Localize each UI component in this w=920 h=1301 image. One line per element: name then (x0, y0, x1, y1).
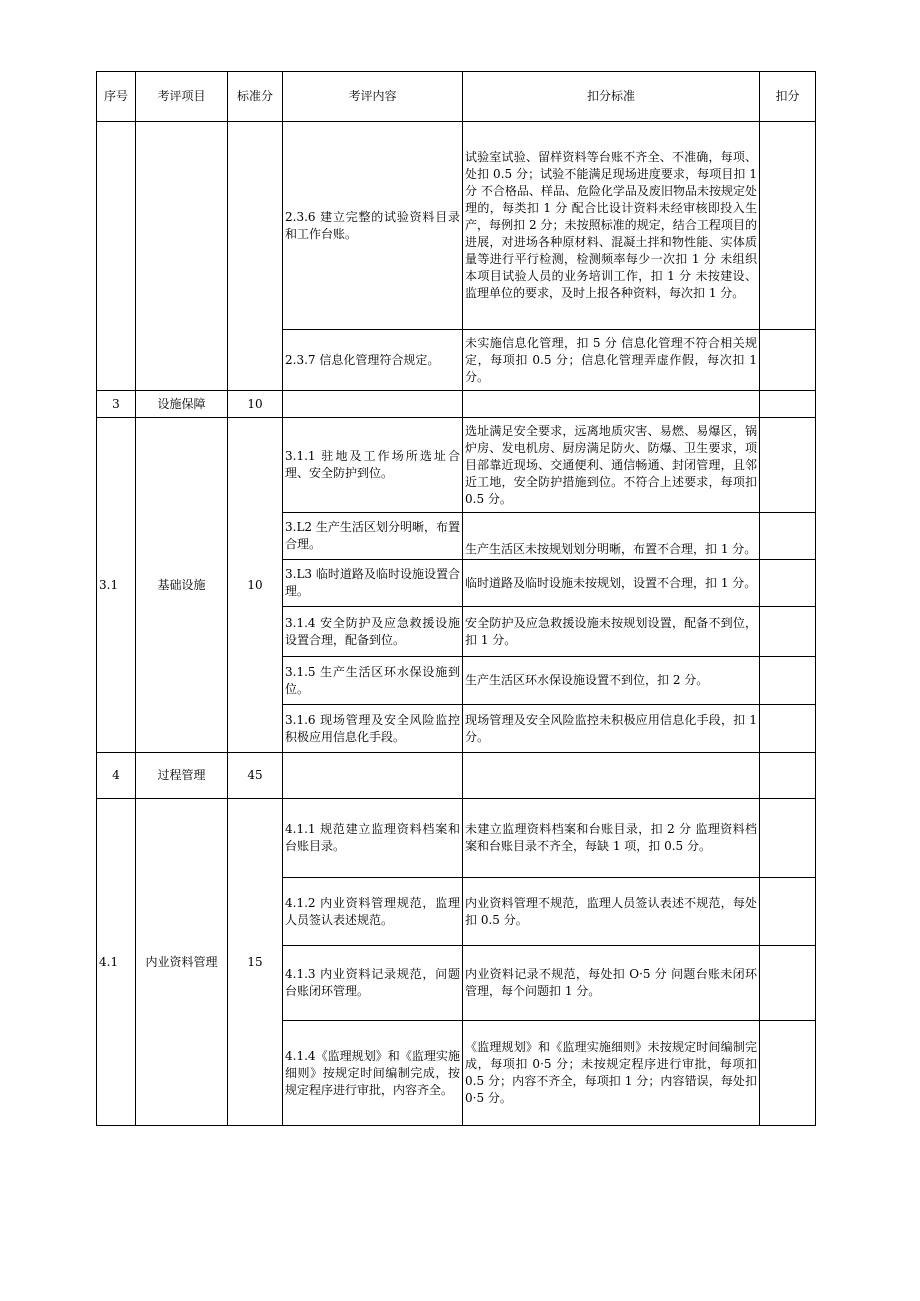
table-header-row (97, 72, 816, 122)
deduct-cell (760, 946, 816, 1021)
content-4-1-3: 4.1.3 内业资料记录规范，问题台账闭环管理。 (283, 946, 463, 1021)
content-3-1-6: 3.1.6 现场管理及安全风险监控积极应用信息化手段。 (283, 705, 463, 753)
sub-seq: 4.1 (97, 799, 136, 1126)
cell-seq (97, 122, 136, 391)
criteria-2-3-6: 试验室试验、留样资料等台账不齐全、不准确，每项、处扣 0.5 分；试验不能满足现场进度要求，每项目扣 1 分 不合格品、样品、危险化学品及废旧物品未按规定处理的，每类扣 1 分 配合比设计资料未经审核即投入生产，每例扣 2 分；未按照标准的规定，结合工程项目的进展，对进场各种原材料、混凝土拌和物性能、实体质量等进行平行检测，检测频率每少一次扣 1 分 未组织本项目试验人员的业务培训工作，扣 1 分 未按建设、监理单位的要求，及时上报各种资料，每次扣 1 分。 (463, 122, 760, 330)
sub-score: 10 (228, 418, 283, 753)
criteria-3-1-1: 选址满足安全要求，远离地质灾害、易燃、易爆区，锅炉房、发电机房、厨房满足防火、防爆、卫生要求，项目部靠近现场、交通便利、通信畅通、封闭管理，且邻近工地，安全防护措施到位。不符合上述要求，每项扣 0.5 分。 (463, 418, 760, 513)
section-seq: 3 (97, 391, 136, 418)
criteria-4-1-2: 内业资料管理不规范，监理人员签认表述不规范，每处扣 0.5 分。 (463, 878, 760, 946)
sub-item: 内业资料管理 (136, 799, 228, 1126)
criteria-2-3-7: 未实施信息化管理，扣 5 分 信息化管理不符合相关规定，每项扣 0.5 分；信息化管理弄虚作假，每次扣 1 分。 (463, 330, 760, 391)
section-score: 10 (228, 391, 283, 418)
deduct-cell (760, 391, 816, 418)
content-3-1-2: 3.L2 生产生活区划分明晰，布置合理。 (283, 513, 463, 560)
content-3-1-3: 3.L3 临时道路及临时设施设置合理。 (283, 560, 463, 607)
cell-score (228, 122, 283, 391)
content-2-3-6: 2.3.6 建立完整的试验资料目录和工作台账。 (283, 122, 463, 330)
section-criteria (463, 753, 760, 799)
deduct-cell (760, 657, 816, 705)
criteria-3-1-6: 现场管理及安全风险监控未积极应用信息化手段，扣 1 分。 (463, 705, 760, 753)
deduct-cell (760, 878, 816, 946)
criteria-4-1-4: 《监理规划》和《监理实施细则》未按规定时间编制完成，每项扣 0·5 分；未按规定程序进行审批，每项扣 0.5 分；内容不齐全，每项扣 1 分；内容错误，每处扣 0·5 分。 (463, 1021, 760, 1126)
header-content: 考评内容 (283, 72, 463, 122)
deduct-cell (760, 753, 816, 799)
deduct-cell (760, 799, 816, 878)
content-2-3-7: 2.3.7 信息化管理符合规定。 (283, 330, 463, 391)
content-3-1-1: 3.1.1 驻地及工作场所选址合理、安全防护到位。 (283, 418, 463, 513)
section-row (97, 391, 816, 418)
header-score: 标准分 (228, 72, 283, 122)
criteria-3-1-2: 生产生活区未按规划划分明晰，布置不合理，扣 1 分。 (463, 513, 760, 560)
header-item: 考评项目 (136, 72, 228, 122)
header-deduct: 扣分 (760, 72, 816, 122)
deduct-cell (760, 330, 816, 391)
deduct-cell (760, 122, 816, 330)
section-seq: 4 (97, 753, 136, 799)
sub-score: 15 (228, 799, 283, 1126)
section-criteria (463, 391, 760, 418)
content-3-1-5: 3.1.5 生产生活区环水保设施到位。 (283, 657, 463, 705)
criteria-3-1-4: 安全防护及应急救援设施未按规划设置，配备不到位，扣 1 分。 (463, 607, 760, 657)
section-item: 过程管理 (136, 753, 228, 799)
content-3-1-4: 3.1.4 安全防护及应急救援设施设置合理，配备到位。 (283, 607, 463, 657)
cell-item (136, 122, 228, 391)
content-4-1-4: 4.1.4《监理规划》和《监理实施细则》按规定时间编制完成，按规定程序进行审批，内容齐全。 (283, 1021, 463, 1126)
header-criteria: 扣分标准 (463, 72, 760, 122)
criteria-3-1-3: 临时道路及临时设施未按规划，设置不合理，扣 1 分。 (463, 560, 760, 607)
evaluation-table (96, 71, 816, 1126)
content-4-1-1: 4.1.1 规范建立监理资料档案和台账目录。 (283, 799, 463, 878)
section-content (283, 391, 463, 418)
deduct-cell (760, 607, 816, 657)
section-score: 45 (228, 753, 283, 799)
table-row (97, 799, 816, 878)
criteria-3-1-5: 生产生活区环水保设施设置不到位，扣 2 分。 (463, 657, 760, 705)
section-item: 设施保障 (136, 391, 228, 418)
section-content (283, 753, 463, 799)
criteria-4-1-3: 内业资料记录不规范，每处扣 O·5 分 问题台账未闭环管理，每个问题扣 1 分。 (463, 946, 760, 1021)
content-4-1-2: 4.1.2 内业资料管理规范，监理人员签认表述规范。 (283, 878, 463, 946)
deduct-cell (760, 560, 816, 607)
deduct-cell (760, 513, 816, 560)
header-seq: 序号 (97, 72, 136, 122)
deduct-cell (760, 705, 816, 753)
table-row (97, 418, 816, 513)
deduct-cell (760, 1021, 816, 1126)
sub-seq: 3.1 (97, 418, 136, 753)
section-row (97, 753, 816, 799)
table-row (97, 122, 816, 330)
deduct-cell (760, 418, 816, 513)
criteria-4-1-1: 未建立监理资料档案和台账目录，扣 2 分 监理资料档案和台账目录不齐全，每缺 1 项，扣 0.5 分。 (463, 799, 760, 878)
sub-item: 基础设施 (136, 418, 228, 753)
